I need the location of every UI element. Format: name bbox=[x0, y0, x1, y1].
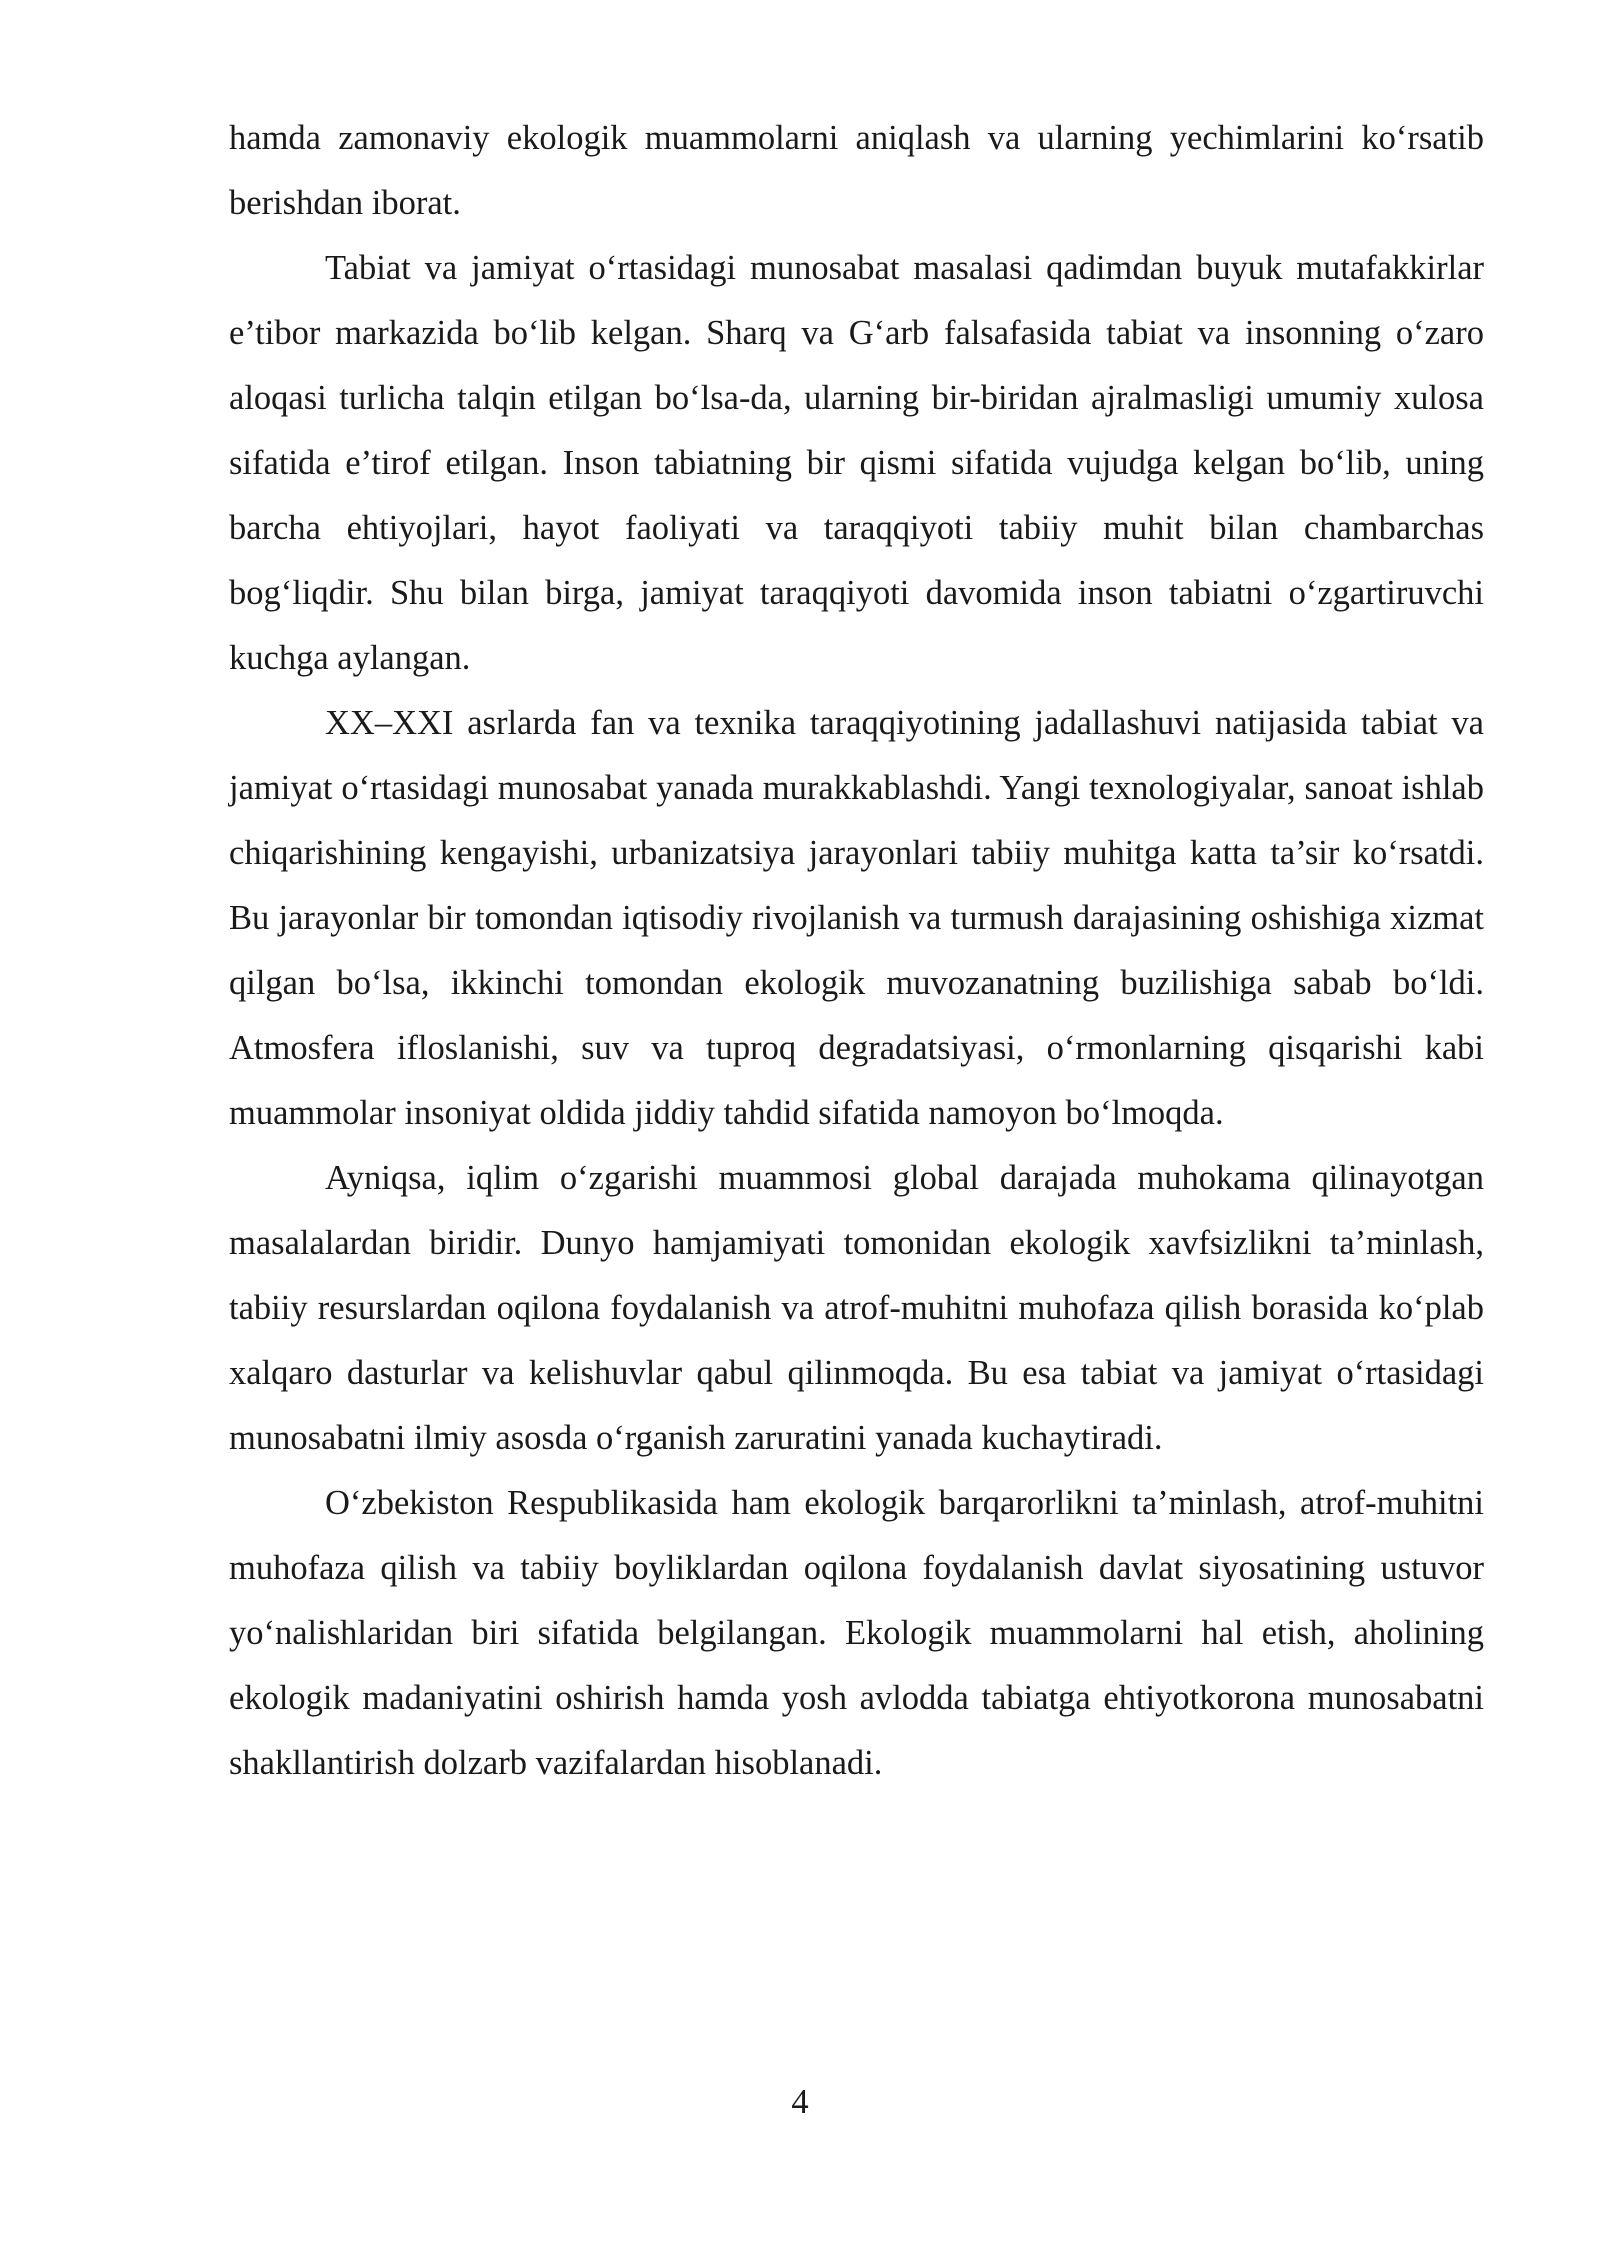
body-text bbox=[229, 106, 1484, 1796]
paragraph-uzbekistan: O‘zbekiston Respublikasida ham ekologik barqarorlikni ta’minlash, atrof-muhitni muhofaza qilish va tabiiy boyliklardan oqilona foydalanish davlat siyosatining ustuvor yo‘nalishlaridan biri sifatida belgilangan. Ekologik muammolarni hal etish, aholining ekologik madaniyatini oshirish hamda yosh avlodda tabiatga ehtiyotkorona munosabatni shakllantirish dolzarb vazifalardan hisoblanadi. bbox=[229, 1484, 1484, 1782]
paragraph-continuation: hamda zamonaviy ekologik muammolarni aniqlash va ularning yechimlarini ko‘rsatib berishdan iborat. bbox=[229, 119, 1484, 222]
paragraph-nature-society: Tabiat va jamiyat o‘rtasidagi munosabat masalasi qadimdan buyuk mutafakkirlar e’tibor markazida bo‘lib kelgan. Sharq va G‘arb falsafasida tabiat va insonning o‘zaro aloqasi turlicha talqin etilgan bo‘lsa-da, ularning bir-biridan ajralmasligi umumiy xulosa sifatida e’tirof etilgan. Inson tabiatning bir qismi sifatida vujudga kelgan bo‘lib, uning barcha ehtiyojlari, hayot faoliyati va taraqqiyoti tabiiy muhit bilan chambarchas bog‘liqdir. Shu bilan birga, jamiyat taraqqiyoti davomida inson tabiatni o‘zgartiruvchi kuchga aylangan. bbox=[229, 249, 1484, 677]
paragraph-20-21-centuries: XX–XXI asrlarda fan va texnika taraqqiyotining jadallashuvi natijasida tabiat va jamiyat o‘rtasidagi munosabat yanada murakkablashdi. Yangi texnologiyalar, sanoat ishlab chiqarishining kengayishi, urbanizatsiya jarayonlari tabiiy muhitga katta ta’sir ko‘rsatdi. Bu jarayonlar bir tomondan iqtisodiy rivojlanish va turmush darajasining oshishiga xizmat qilgan bo‘lsa, ikkinchi tomondan ekologik muvozanatning buzilishiga sabab bo‘ldi. Atmosfera ifloslanishi, suv va tuproq degradatsiyasi, o‘rmonlarning qisqarishi kabi muammolar insoniyat oldida jiddiy tahdid sifatida namoyon bo‘lmoqda. bbox=[229, 704, 1484, 1132]
page-number: 4 bbox=[791, 2083, 809, 2121]
paragraph-climate-change: Ayniqsa, iqlim o‘zgarishi muammosi global darajada muhokama qilinayotgan masalalardan biridir. Dunyo hamjamiyati tomonidan ekologik xavfsizlikni ta’minlash, tabiiy resurslardan oqilona foydalanish va atrof-muhitni muhofaza qilish borasida ko‘plab xalqaro dasturlar va kelishuvlar qabul qilinmoqda. Bu esa tabiat va jamiyat o‘rtasidagi munosabatni ilmiy asosda o‘rganish zaruratini yanada kuchaytiradi. bbox=[229, 1159, 1484, 1457]
